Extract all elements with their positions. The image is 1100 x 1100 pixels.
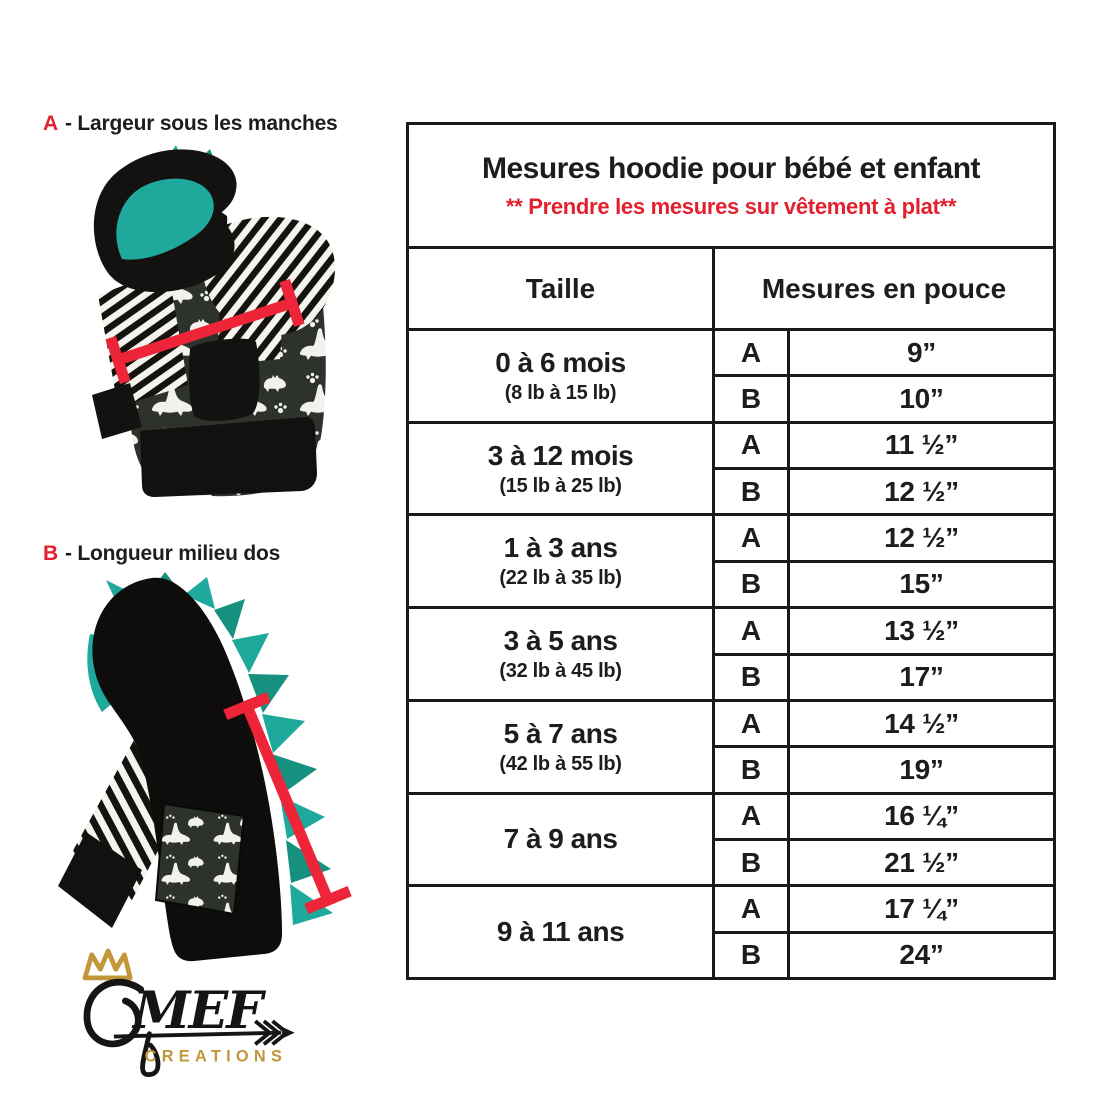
size-cell	[409, 795, 715, 885]
dino-hoodie-front-photo	[70, 145, 400, 517]
weight-label: (22 lb à 35 lb)	[499, 567, 622, 590]
measure-row-a	[715, 887, 1053, 933]
value-cell: 14 ½”	[884, 707, 959, 739]
table-row	[409, 795, 1053, 888]
value-cell: 21 ½”	[884, 846, 959, 878]
weight-label: (42 lb à 55 lb)	[499, 752, 622, 775]
letter-cell: A	[715, 331, 790, 374]
measurement-a-text: - Largeur sous les manches	[64, 112, 338, 135]
table-subtitle: ** Prendre les mesures sur vêtement à plat**	[505, 193, 957, 219]
measure-row-a	[715, 331, 1053, 377]
value-cell: 10”	[899, 383, 944, 415]
letter-cell: B	[715, 841, 790, 884]
measurement-a-letter: A	[43, 112, 58, 135]
logo-subtext: CREATIONS	[144, 1047, 288, 1066]
crown-icon	[85, 951, 130, 978]
letter-cell: B	[715, 377, 790, 420]
letter-cell: A	[715, 887, 790, 930]
size-measurement-table	[406, 122, 1056, 980]
size-cell	[409, 424, 715, 514]
value-cell: 13 ½”	[884, 614, 959, 646]
column-header-taille: Taille	[409, 249, 715, 328]
letter-cell: A	[715, 516, 790, 559]
table-row	[409, 516, 1053, 609]
weight-label: (8 lb à 15 lb)	[504, 381, 617, 404]
measure-row-a	[715, 609, 1053, 655]
dino-hoodie-back-photo	[52, 572, 397, 967]
measure-row-b	[715, 563, 1053, 606]
size-label: 9 à 11 ans	[496, 916, 625, 948]
measurement-b-label	[43, 542, 280, 566]
table-title: Mesures hoodie pour bébé et enfant	[481, 151, 981, 185]
table-row	[409, 887, 1053, 977]
measurement-b-text: - Longueur milieu dos	[64, 542, 281, 565]
table-row	[409, 424, 1053, 517]
letter-cell: B	[715, 934, 790, 977]
table-row	[409, 702, 1053, 795]
table-title-block	[409, 125, 1053, 249]
measure-row-b	[715, 934, 1053, 977]
letter-cell: B	[715, 563, 790, 606]
arrow-tip	[282, 1027, 295, 1039]
value-cell: 17 ¼”	[884, 892, 959, 924]
table-header-row	[409, 249, 1053, 331]
size-label: 3 à 12 mois	[487, 439, 634, 471]
value-cell: 15”	[899, 568, 944, 600]
size-label: 5 à 7 ans	[503, 717, 618, 749]
size-label: 3 à 5 ans	[503, 625, 618, 657]
value-cell: 16 ¼”	[884, 800, 959, 832]
value-cell: 9”	[907, 336, 936, 368]
measure-row-a	[715, 702, 1053, 748]
value-cell: 24”	[899, 939, 944, 971]
size-cell	[409, 609, 715, 699]
measurement-a-label	[43, 112, 338, 136]
size-label: 1 à 3 ans	[503, 532, 618, 564]
measure-row-b	[715, 377, 1053, 420]
letter-cell: B	[715, 656, 790, 699]
size-cell	[409, 702, 715, 792]
logo-initials: MEF	[133, 979, 262, 1041]
measure-row-a	[715, 424, 1053, 470]
value-cell: 17”	[899, 661, 944, 693]
column-header-mesures: Mesures en pouce	[761, 272, 1007, 304]
measurement-b-letter: B	[43, 542, 58, 565]
measure-row-b	[715, 841, 1053, 884]
size-label: 7 à 9 ans	[503, 823, 618, 855]
table-row	[409, 331, 1053, 424]
size-cell	[409, 331, 715, 421]
size-label: 0 à 6 mois	[495, 346, 626, 378]
mef-creations-logo	[60, 945, 310, 1080]
table-row	[409, 609, 1053, 702]
weight-label: (32 lb à 45 lb)	[499, 660, 622, 683]
letter-cell: A	[715, 702, 790, 745]
letter-cell: A	[715, 795, 790, 838]
letter-cell: B	[715, 748, 790, 791]
value-cell: 12 ½”	[884, 522, 959, 554]
letter-cell: A	[715, 609, 790, 652]
measure-row-a	[715, 516, 1053, 562]
measure-row-b	[715, 656, 1053, 699]
measure-row-b	[715, 470, 1053, 513]
letter-cell: B	[715, 470, 790, 513]
dino-pocket	[156, 804, 244, 914]
measure-row-b	[715, 748, 1053, 791]
weight-label: (15 lb à 25 lb)	[499, 474, 622, 497]
size-cell	[409, 887, 715, 977]
value-cell: 19”	[899, 753, 944, 785]
size-cell	[409, 516, 715, 606]
value-cell: 12 ½”	[884, 475, 959, 507]
value-cell: 11 ½”	[884, 429, 959, 461]
measure-row-a	[715, 795, 1053, 841]
letter-cell: A	[715, 424, 790, 467]
